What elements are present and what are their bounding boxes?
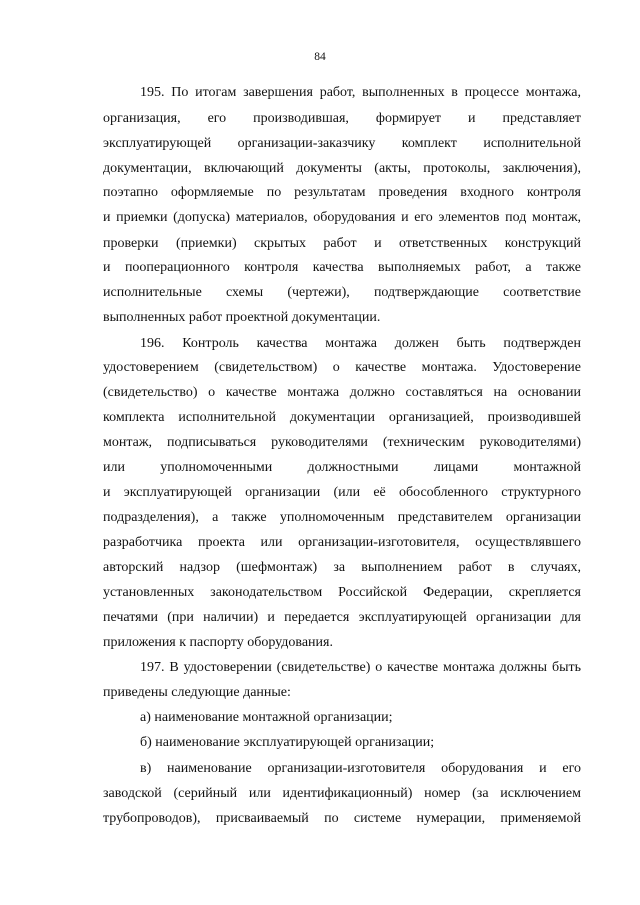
paragraph-196-line-4: комплекта исполнительной документации организацией, производившей <box>103 410 581 425</box>
list-item-v-line-1: в) наименование организации-изготовителя оборудования и его <box>140 761 581 776</box>
paragraph-196-line-13: приложения к паспорту оборудования. <box>103 635 333 650</box>
paragraph-196-line-1: 196. Контроль качества монтажа должен быть подтвержден <box>140 336 581 351</box>
paragraph-195-line-3: эксплуатирующей организации-заказчику комплект исполнительной <box>103 136 581 151</box>
page-number: 84 <box>314 51 326 63</box>
paragraph-196-line-8: подразделения), а также уполномоченным представителем организации <box>103 510 581 525</box>
paragraph-197-line-2: приведены следующие данные: <box>103 685 291 700</box>
paragraph-195-line-4: документации, включающий документы (акты, протоколы, заключения), <box>103 161 581 176</box>
paragraph-195-line-1: 195. По итогам завершения работ, выполненных в процессе монтажа, <box>140 85 581 100</box>
paragraph-195-line-2: организация, его производившая, формирует и представляет <box>103 111 581 126</box>
paragraph-196-line-3: (свидетельство) о качестве монтажа должно составляться на основании <box>103 385 581 400</box>
paragraph-195-line-6: и приемки (допуска) материалов, оборудования и его элементов под монтаж, <box>103 210 581 225</box>
list-item-v-line-3: трубопроводов), присваиваемый по системе нумерации, применяемой <box>103 811 581 826</box>
list-item-b: б) наименование эксплуатирующей организации; <box>140 735 435 750</box>
paragraph-195-line-9: исполнительные схемы (чертежи), подтверждающие соответствие <box>103 285 581 300</box>
paragraph-195-line-10: выполненных работ проектной документации. <box>103 310 381 325</box>
paragraph-195-line-5: поэтапно оформляемые по результатам проведения входного контроля <box>103 185 581 200</box>
list-item-v-line-2: заводской (серийный или идентификационный) номер (за исключением <box>103 786 581 801</box>
paragraph-195-line-7: проверки (приемки) скрытых работ и ответственных конструкций <box>103 236 581 251</box>
paragraph-196-line-11: установленных законодательством Российской Федерации, скрепляется <box>103 585 581 600</box>
paragraph-196-line-9: разработчика проекта или организации-изготовителя, осуществлявшего <box>103 535 581 550</box>
paragraph-196-line-2: удостоверением (свидетельством) о качестве монтажа. Удостоверение <box>103 360 581 375</box>
paragraph-196-line-7: и эксплуатирующей организации (или её обособленного структурного <box>103 485 581 500</box>
paragraph-197-line-1: 197. В удостоверении (свидетельстве) о качестве монтажа должны быть <box>140 660 581 675</box>
paragraph-196-line-10: авторский надзор (шефмонтаж) за выполнением работ в случаях, <box>103 560 581 575</box>
list-item-a: а) наименование монтажной организации; <box>140 710 393 725</box>
paragraph-196-line-5: монтаж, подписываться руководителями (техническим руководителями) <box>103 435 581 450</box>
paragraph-196-line-6: или уполномоченными должностными лицами монтажной <box>103 460 581 475</box>
paragraph-196-line-12: печатями (при наличии) и передается эксплуатирующей организации для <box>103 610 581 625</box>
paragraph-195-line-8: и пооперационного контроля качества выполняемых работ, а также <box>103 260 581 275</box>
